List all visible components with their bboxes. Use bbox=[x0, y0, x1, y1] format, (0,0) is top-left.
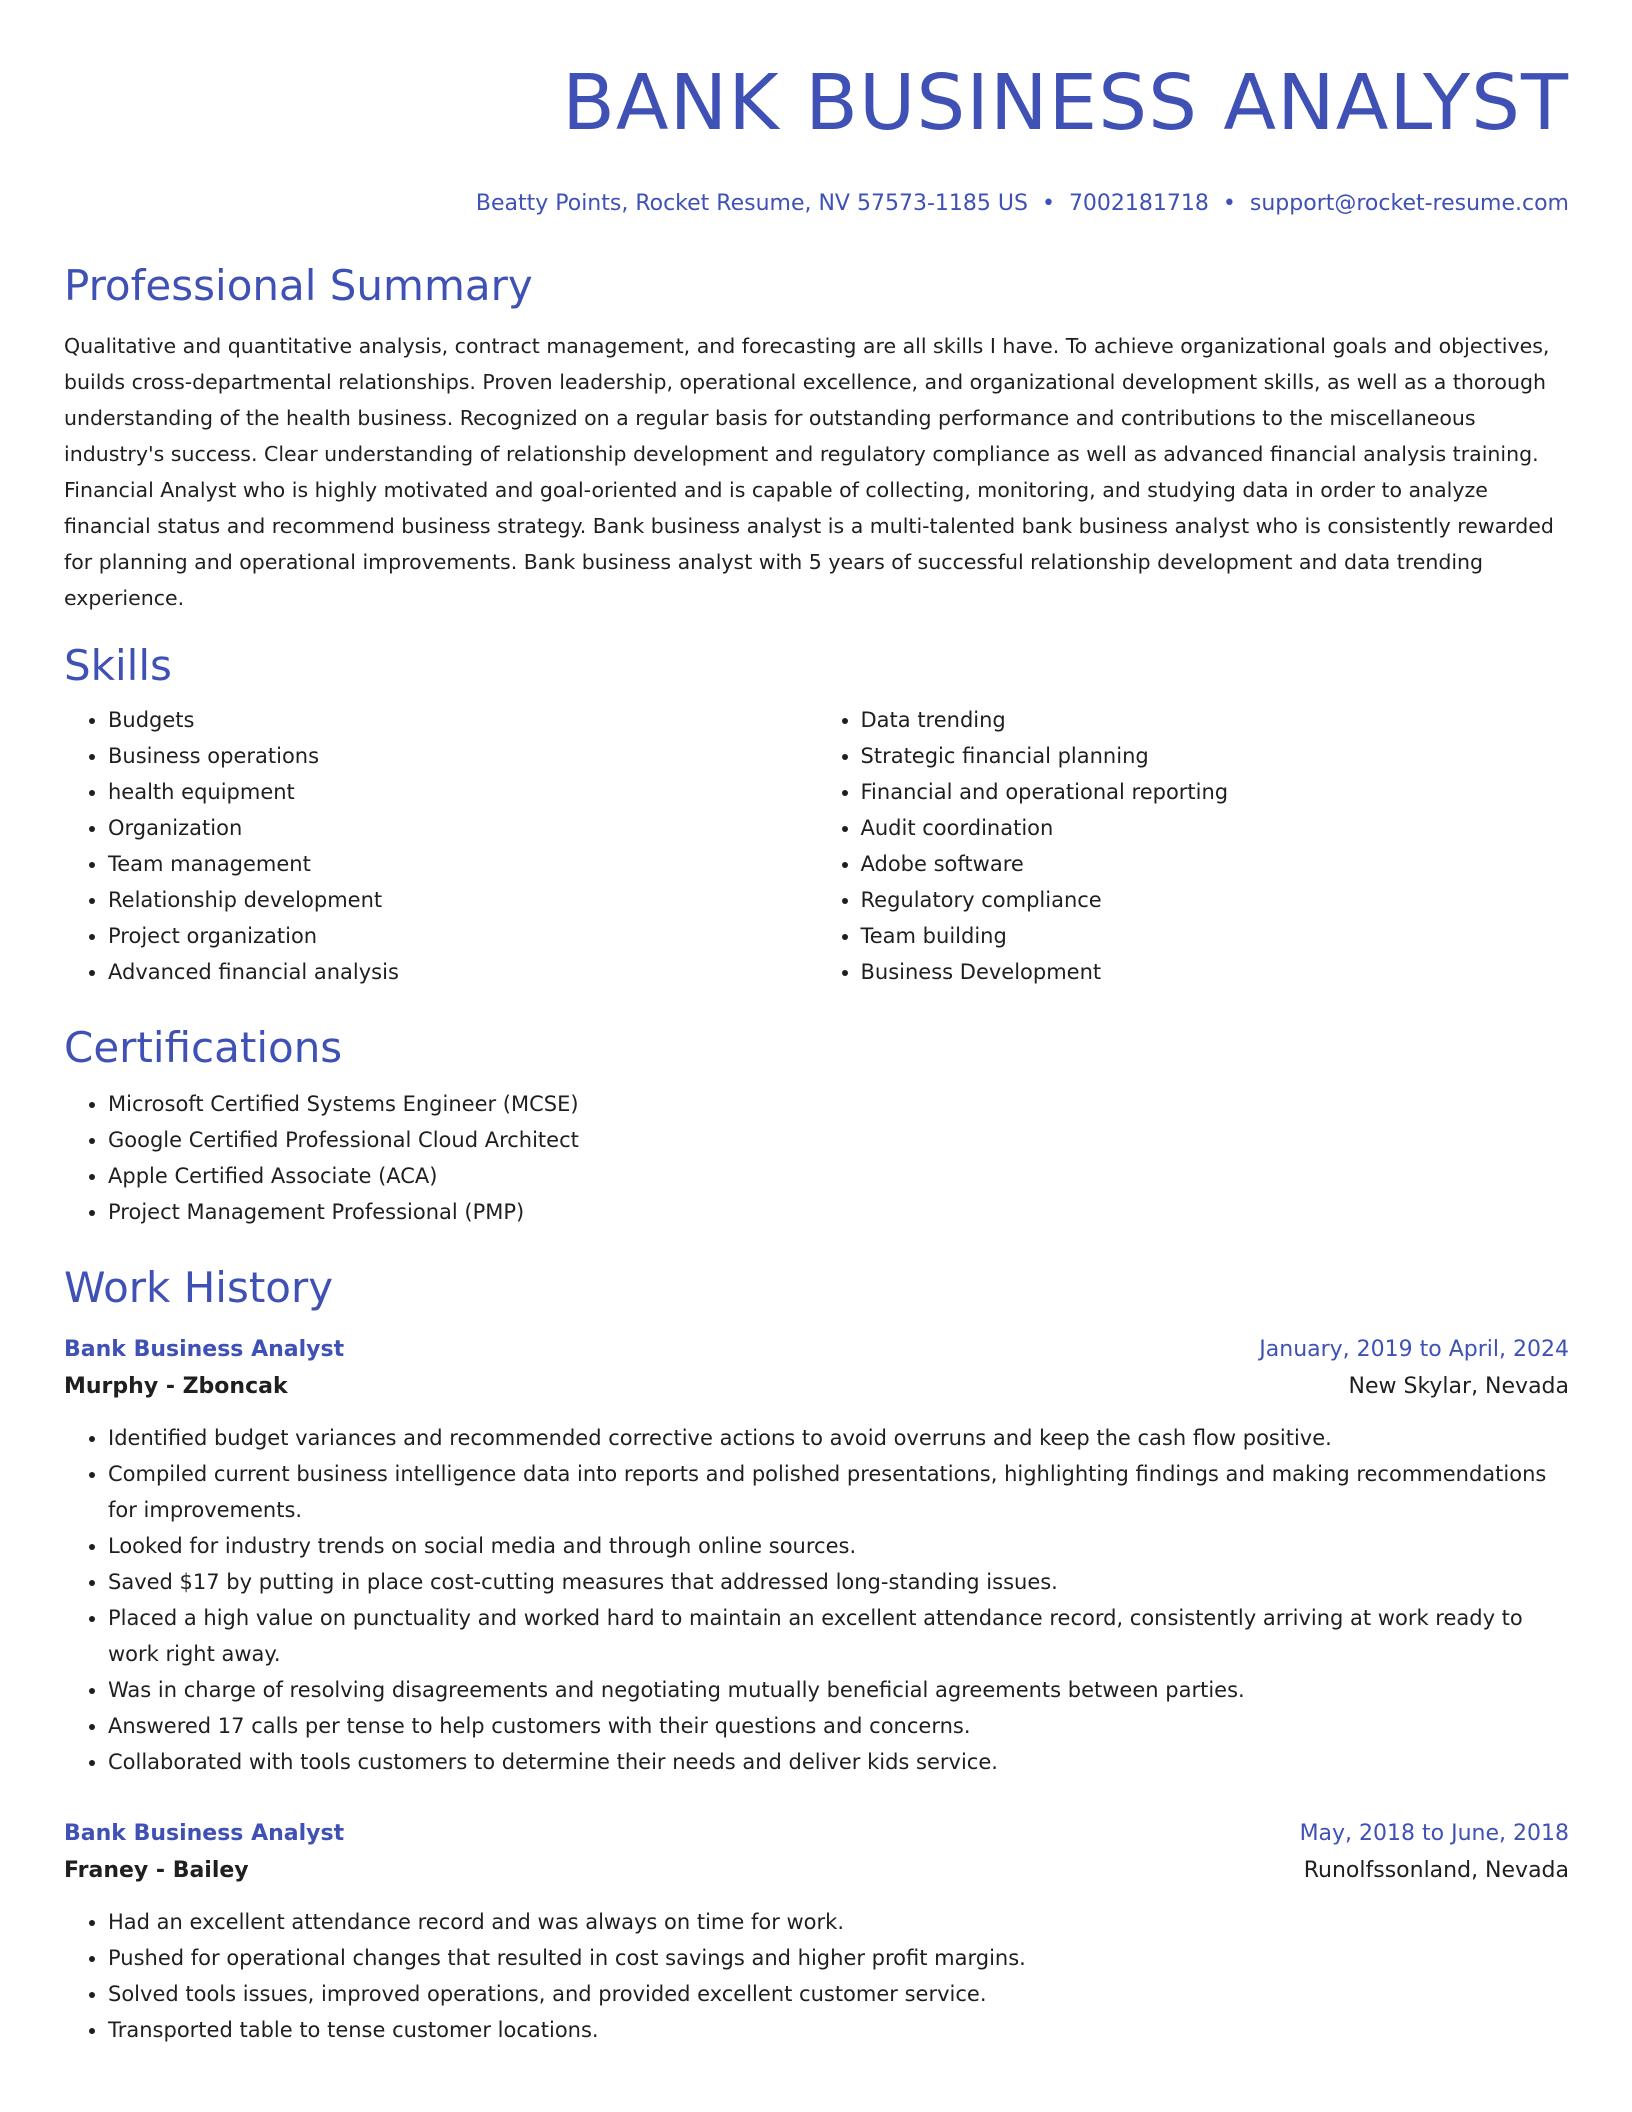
summary-heading: Professional Summary bbox=[64, 261, 533, 310]
skill-item: • health equipment bbox=[108, 774, 817, 810]
job-bullet: • Compiled current business intelligence data into reports and polished presentations, highlighting findings and making recommendations for improvements. bbox=[108, 1456, 1569, 1528]
job-company-row bbox=[64, 1852, 1569, 1890]
job-dates: January, 2019 to April, 2024 bbox=[1259, 1337, 1569, 1362]
skills-list-left bbox=[64, 702, 817, 990]
job-bullet: • Identified budget variances and recommended corrective actions to avoid overruns and keep the cash flow positive. bbox=[108, 1420, 1569, 1456]
certifications-heading: Certifications bbox=[64, 1023, 343, 1072]
resume-title: BANK BUSINESS ANALYST bbox=[562, 59, 1569, 148]
skill-item: • Organization bbox=[108, 810, 817, 846]
certification-item: • Apple Certified Associate (ACA) bbox=[108, 1158, 1569, 1194]
job-dates: May, 2018 to June, 2018 bbox=[1299, 1821, 1569, 1846]
skills-heading: Skills bbox=[64, 641, 172, 690]
job-bullets bbox=[64, 1904, 1569, 2048]
certification-item: • Google Certified Professional Cloud Architect bbox=[108, 1122, 1569, 1158]
job-bullet: • Pushed for operational changes that resulted in cost savings and higher profit margins. bbox=[108, 1940, 1569, 1976]
job-location: Runolfssonland, Nevada bbox=[1303, 1858, 1569, 1883]
skill-item: • Business operations bbox=[108, 738, 817, 774]
skill-item: • Audit coordination bbox=[861, 810, 1570, 846]
skill-item: • Financial and operational reporting bbox=[861, 774, 1570, 810]
job-header-row bbox=[64, 1816, 1569, 1852]
contact-separator: • bbox=[1222, 191, 1236, 216]
contact-phone: 7002181718 bbox=[1068, 191, 1209, 216]
job-bullets bbox=[64, 1420, 1569, 1780]
job-company-row bbox=[64, 1368, 1569, 1406]
job-title: Bank Business Analyst bbox=[64, 1821, 345, 1846]
skill-item: • Strategic financial planning bbox=[861, 738, 1570, 774]
job-title: Bank Business Analyst bbox=[64, 1337, 345, 1362]
job-company: Franey - Bailey bbox=[64, 1858, 249, 1883]
skill-item: • Budgets bbox=[108, 702, 817, 738]
skill-item: • Advanced financial analysis bbox=[108, 954, 817, 990]
job-bullet: • Transported table to tense customer locations. bbox=[108, 2012, 1569, 2048]
job-entry bbox=[64, 1816, 1569, 2048]
skill-item: • Adobe software bbox=[861, 846, 1570, 882]
job-bullet: • Placed a high value on punctuality and worked hard to maintain an excellent attendance record, consistently arriving at work ready to work right away. bbox=[108, 1600, 1569, 1672]
job-bullet: • Saved $17 by putting in place cost-cutting measures that addressed long-standing issues. bbox=[108, 1564, 1569, 1600]
job-bullet: • Answered 17 calls per tense to help customers with their questions and concerns. bbox=[108, 1708, 1569, 1744]
job-entry bbox=[64, 1332, 1569, 1780]
summary-text: Qualitative and quantitative analysis, contract management, and forecasting are all skills I have. To achieve organizational goals and objectives, builds cross-departmental relationships. Proven leadership, operational excellence, and organizational development skills, as well as a thorough understanding of the health business. Recognized on a regular basis for outstanding performance and contributions to the miscellaneous industry's success. Clear understanding of relationship development and regulatory compliance as well as advanced financial analysis training. Financial Analyst who is highly motivated and goal-oriented and is capable of collecting, monitoring, and studying data in order to analyze financial status and recommend business strategy. Bank business analyst is a multi-talented bank business analyst who is consistently rewarded for planning and operational improvements. Bank business analyst with 5 years of successful relationship development and data trending experience. bbox=[64, 334, 1554, 610]
skill-item: • Project organization bbox=[108, 918, 817, 954]
job-company: Murphy - Zboncak bbox=[64, 1374, 288, 1399]
skill-item: • Team building bbox=[861, 918, 1570, 954]
contact-line bbox=[64, 190, 1569, 218]
job-bullet: • Looked for industry trends on social media and through online sources. bbox=[108, 1528, 1569, 1564]
skill-item: • Data trending bbox=[861, 702, 1570, 738]
job-header-row bbox=[64, 1332, 1569, 1368]
work-history-heading: Work History bbox=[64, 1263, 334, 1312]
skill-item: • Regulatory compliance bbox=[861, 882, 1570, 918]
certification-item: • Project Management Professional (PMP) bbox=[108, 1194, 1569, 1230]
job-bullet: • Collaborated with tools customers to determine their needs and deliver kids service. bbox=[108, 1744, 1569, 1780]
skill-item: • Relationship development bbox=[108, 882, 817, 918]
certifications-list bbox=[64, 1086, 1569, 1230]
skill-item: • Team management bbox=[108, 846, 817, 882]
skills-list-right bbox=[817, 702, 1570, 990]
job-bullet: • Was in charge of resolving disagreements and negotiating mutually beneficial agreements between parties. bbox=[108, 1672, 1569, 1708]
job-bullet: • Solved tools issues, improved operations, and provided excellent customer service. bbox=[108, 1976, 1569, 2012]
skill-item: • Business Development bbox=[861, 954, 1570, 990]
job-bullet: • Had an excellent attendance record and was always on time for work. bbox=[108, 1904, 1569, 1940]
certification-item: • Microsoft Certified Systems Engineer (MCSE) bbox=[108, 1086, 1569, 1122]
contact-email: support@rocket-resume.com bbox=[1249, 191, 1569, 216]
job-location: New Skylar, Nevada bbox=[1348, 1374, 1569, 1399]
contact-separator: • bbox=[1041, 191, 1055, 216]
skills-grid bbox=[64, 702, 1569, 990]
contact-address: Beatty Points, Rocket Resume, NV 57573-1185 US bbox=[475, 191, 1028, 216]
